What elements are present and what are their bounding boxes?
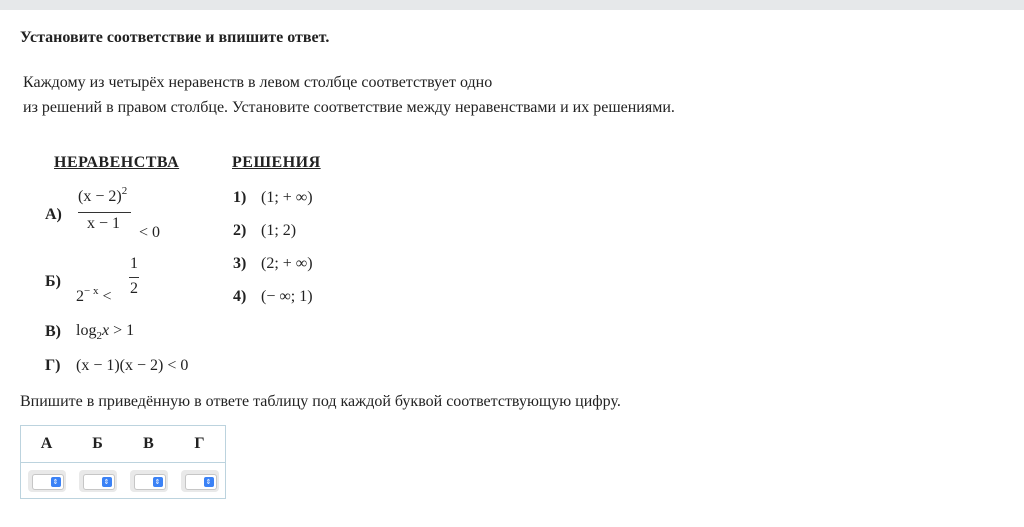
answer-column-b: Б bbox=[72, 426, 123, 463]
top-bar bbox=[0, 0, 1024, 10]
ineq-a-num-text: (x − 2) bbox=[78, 188, 122, 205]
ineq-b-exp: − x bbox=[84, 285, 99, 297]
select-box bbox=[134, 474, 166, 490]
task-line: Каждому из четырёх неравенств в левом столбце соответствует одно bbox=[23, 74, 493, 91]
letter-v: В) bbox=[45, 323, 61, 340]
solution-number: 1) bbox=[233, 189, 247, 206]
ineq-b-frac-num: 1 bbox=[130, 255, 138, 272]
ineq-v bbox=[76, 322, 134, 340]
solution-number: 4) bbox=[233, 288, 247, 305]
solution-3: (2; + ∞) bbox=[261, 255, 313, 272]
chevron-updown-icon: ⇕ bbox=[153, 477, 163, 487]
chevron-updown-icon: ⇕ bbox=[51, 477, 61, 487]
ineq-a-relation: < 0 bbox=[139, 224, 161, 241]
ineq-v-log: log bbox=[76, 322, 97, 339]
answer-select-b[interactable] bbox=[79, 470, 117, 492]
instruction: Установите соответствие и впишите ответ. bbox=[20, 29, 330, 46]
ineq-b-base-text: 2 bbox=[76, 288, 84, 305]
task-text bbox=[23, 70, 675, 120]
answer-column-g: Г bbox=[174, 426, 226, 463]
ineq-b-frac-den: 2 bbox=[130, 280, 138, 297]
fraction-line bbox=[78, 212, 131, 213]
chevron-updown-icon: ⇕ bbox=[204, 477, 214, 487]
chevron-updown-icon: ⇕ bbox=[102, 477, 112, 487]
ineq-a-exp: 2 bbox=[121, 185, 128, 197]
answer-select-g[interactable] bbox=[181, 470, 219, 492]
select-box bbox=[32, 474, 64, 490]
answer-cell bbox=[21, 463, 73, 499]
letter-g: Г) bbox=[45, 357, 61, 374]
ineq-a-numerator bbox=[78, 185, 128, 206]
ineq-v-var: x bbox=[101, 322, 110, 339]
solution-4: (− ∞; 1) bbox=[261, 288, 313, 305]
ineq-b-rel: < bbox=[102, 288, 112, 305]
answer-column-v: В bbox=[123, 426, 174, 463]
answer-cell bbox=[174, 463, 226, 499]
header-inequalities: НЕРАВЕНСТВА bbox=[54, 154, 180, 171]
answer-cell bbox=[123, 463, 174, 499]
answer-table bbox=[20, 425, 226, 499]
select-box bbox=[185, 474, 217, 490]
ineq-v-rel: > 1 bbox=[113, 322, 135, 339]
task-line: из решений в правом столбце. Установите соответствие между неравенствами и их решениями. bbox=[23, 99, 675, 116]
letter-a: А) bbox=[45, 206, 62, 223]
answer-cell bbox=[72, 463, 123, 499]
ineq-g: (x − 1)(x − 2) < 0 bbox=[76, 357, 189, 374]
letter-b: Б) bbox=[45, 273, 61, 290]
solution-1: (1; + ∞) bbox=[261, 189, 313, 206]
answer-select-v[interactable] bbox=[130, 470, 168, 492]
fraction-line bbox=[129, 277, 139, 278]
ineq-b-base bbox=[76, 285, 112, 306]
solution-number: 3) bbox=[233, 255, 247, 272]
ineq-a-denominator: x − 1 bbox=[87, 215, 121, 232]
header-solutions: РЕШЕНИЯ bbox=[232, 154, 321, 171]
answer-select-a[interactable] bbox=[28, 470, 66, 492]
solution-number: 2) bbox=[233, 222, 247, 239]
solution-2: (1; 2) bbox=[261, 222, 297, 239]
ineq-v-base: 2 bbox=[96, 330, 102, 342]
select-box bbox=[83, 474, 115, 490]
answer-prompt: Впишите в приведённую в ответе таблицу под каждой буквой соответствующую цифру. bbox=[20, 393, 621, 410]
answer-column-a: А bbox=[21, 426, 73, 463]
